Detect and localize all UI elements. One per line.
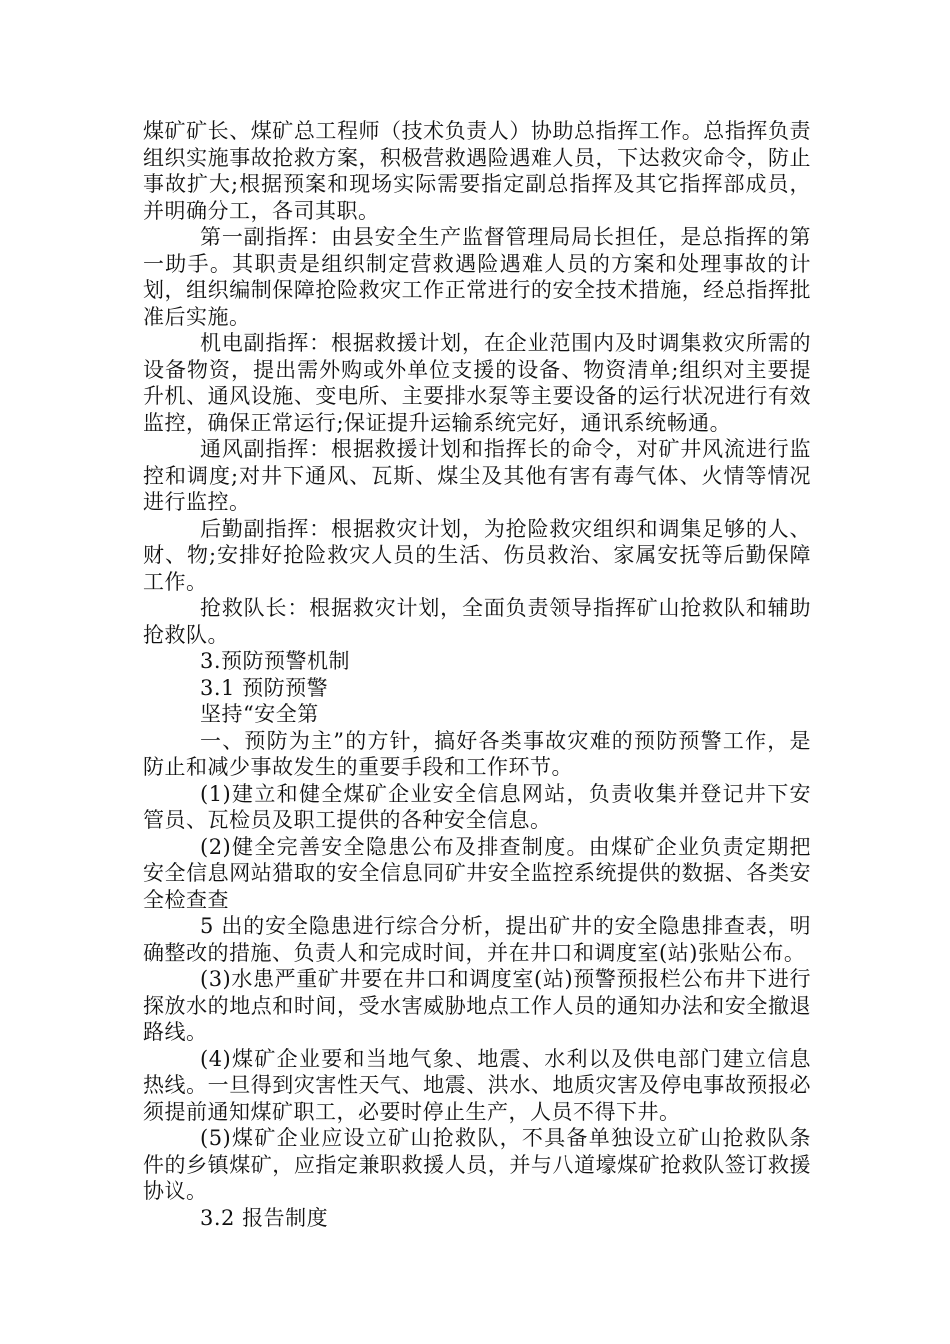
- document-body: [143, 118, 811, 1231]
- paragraph-adhere: 坚持“安全第: [200, 702, 319, 726]
- list-item-5: (5)煤矿企业应设立矿山抢救队，不具备单独设立矿山抢救队条件的乡镇煤矿，应指定兼职救援人员，并与八道壕煤矿抢救队签订救援协议。: [143, 1126, 811, 1203]
- section-heading-3-2: 3.2 报告制度: [200, 1205, 329, 1230]
- paragraph-ventilation-deputy: 通风副指挥：根据救援计划和指挥长的命令，对矿井风流进行监控和调度;对井下通风、瓦斯、煤尘及其他有害有毒气体、火情等情况进行监控。: [143, 437, 811, 514]
- paragraph-prevention-first: 一、预防为主”的方针，搞好各类事故灾难的预防预警工作，是防止和减少事故发生的重要手段和工作环节。: [143, 728, 811, 779]
- paragraph-logistics-deputy: 后勤副指挥：根据救灾计划，为抢险救灾组织和调集足够的人、财、物;安排好抢险救灾人员的生活、伤员救治、家属安抚等后勤保障工作。: [143, 516, 811, 594]
- list-item-4: (4)煤矿企业要和当地气象、地震、水利以及供电部门建立信息热线。一旦得到灾害性天气、地震、洪水、地质灾害及停电事故预报必须提前通知煤矿职工，必要时停止生产，人员不得下井。: [143, 1046, 811, 1124]
- list-item-3: (3)水患严重矿井要在井口和调度室(站)预警预报栏公布井下进行探放水的地点和时间，受水害威胁地点工作人员的通知办法和安全撤退路线。: [143, 967, 811, 1044]
- paragraph-electromechanical-deputy: 机电副指挥：根据救援计划，在企业范围内及时调集救灾所需的设备物资，提出需外购或外单位支援的设备、物资清单;组织对主要提升机、通风设施、变电所、主要排水泵等主要设备的运行状况进行有效监控，确保正常运行;保证提升运输系统完好，通讯系统畅通。: [143, 331, 811, 435]
- section-heading-3-1: 3.1 预防预警: [200, 675, 329, 700]
- paragraph-rescue-captain: 抢救队长：根据救灾计划，全面负责领导指挥矿山抢救队和辅助抢救队。: [143, 596, 811, 647]
- paragraph-first-deputy: 第一副指挥：由县安全生产监督管理局局长担任，是总指挥的第一助手。其职责是组织制定营救遇险遇难人员的方案和处理事故的计划，组织编制保障抢险救灾工作正常进行的安全技术措施，经总指挥批准后实施。: [143, 225, 811, 329]
- paragraph-hazard-analysis: 5 出的安全隐患进行综合分析，提出矿井的安全隐患排查表，明确整改的措施、负责人和完成时间，并在井口和调度室(站)张贴公布。: [143, 914, 811, 965]
- list-item-2: (2)健全完善安全隐患公布及排查制度。由煤矿企业负责定期把安全信息网站猎取的安全信息同矿井安全监控系统提供的数据、各类安全检查查: [143, 834, 811, 912]
- list-item-1: (1)建立和健全煤矿企业安全信息网站，负责收集并登记井下安管员、瓦检员及职工提供的各种安全信息。: [143, 781, 811, 832]
- section-heading-3: 3.预防预警机制: [200, 649, 351, 673]
- paragraph-command-duties: 煤矿矿长、煤矿总工程师（技术负责人）协助总指挥工作。总指挥负责组织实施事故抢救方案，积极营救遇险遇难人员，下达救灾命令，防止事故扩大;根据预案和现场实际需要指定副总指挥及其它指挥部成员，并明确分工，各司其职。: [143, 119, 811, 223]
